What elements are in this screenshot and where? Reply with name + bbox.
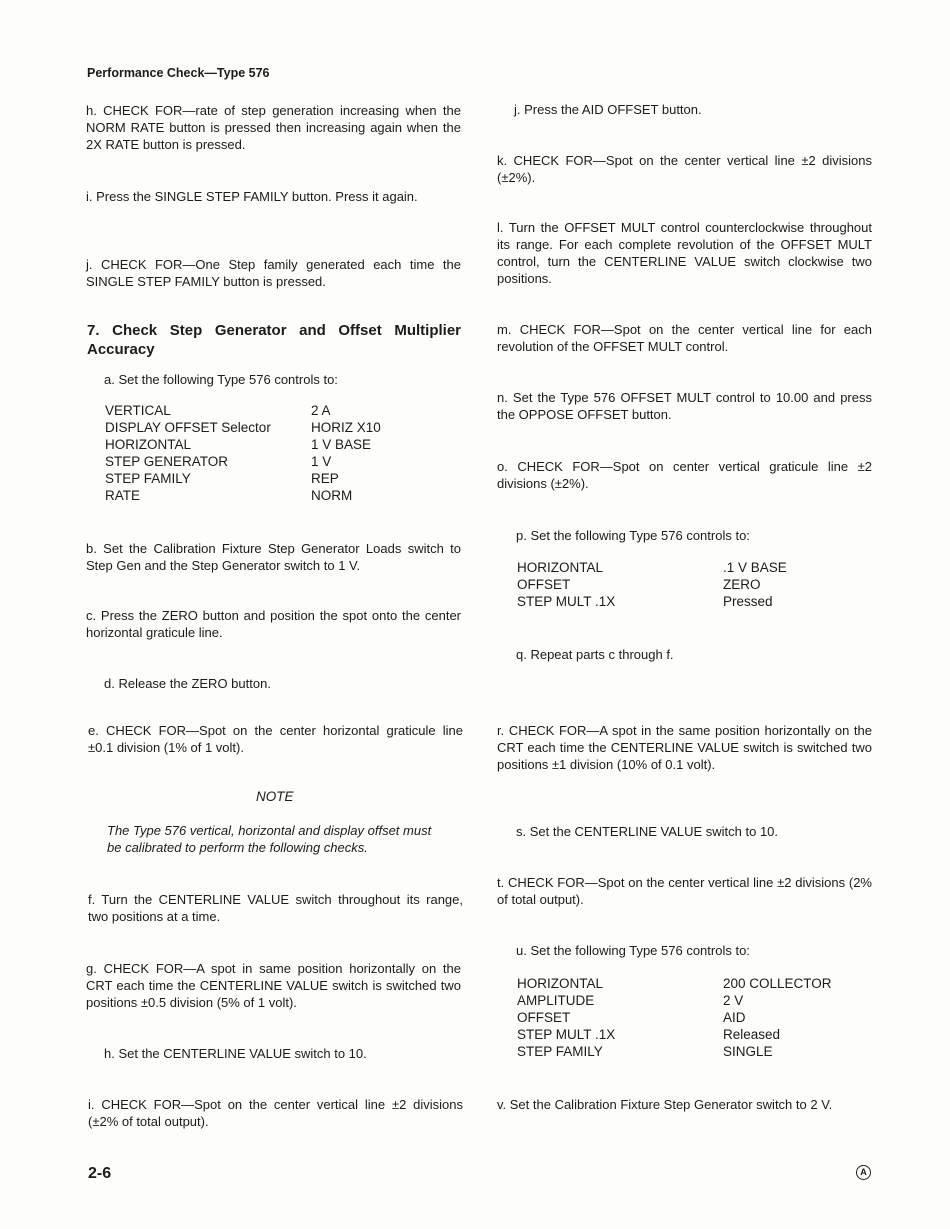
step-l-paragraph: l. Turn the OFFSET MULT control counterclockwise throughout its range. For each complete revolution of the OFFSET MULT control, turn the CENTERLINE VALUE switch clockwise two positions.	[497, 220, 872, 286]
control-value: REP	[311, 471, 339, 486]
table-row	[517, 1043, 832, 1060]
step-s-paragraph: s. Set the CENTERLINE VALUE switch to 10.	[516, 824, 779, 839]
control-name: AMPLITUDE	[517, 993, 595, 1008]
control-name: STEP MULT .1X	[517, 1027, 616, 1042]
table-row	[517, 1026, 832, 1043]
table-row	[105, 419, 381, 436]
step-a-paragraph: a. Set the following Type 576 controls to:	[104, 372, 338, 387]
revision-mark: A	[856, 1165, 871, 1180]
table-row	[517, 975, 832, 992]
table-row	[517, 593, 787, 610]
table-row	[105, 453, 381, 470]
control-value: ZERO	[723, 577, 761, 592]
controls-table-u	[517, 975, 832, 1060]
control-value: Pressed	[723, 594, 773, 609]
control-name: RATE	[105, 488, 141, 503]
control-name: HORIZONTAL	[105, 437, 192, 452]
control-name: HORIZONTAL	[517, 560, 604, 575]
step-i2-paragraph: i. CHECK FOR—Spot on the center vertical line ±2 divisions (±2% of total output).	[88, 1097, 463, 1129]
note-body: The Type 576 vertical, horizontal and display offset must be calibrated to perform the following checks.	[107, 823, 432, 855]
control-value: .1 V BASE	[723, 560, 787, 575]
controls-table-a	[105, 402, 381, 504]
control-name: STEP MULT .1X	[517, 594, 616, 609]
step-q-paragraph: q. Repeat parts c through f.	[516, 647, 674, 662]
step-j2-paragraph: j. Press the AID OFFSET button.	[514, 102, 702, 117]
note-heading: NOTE	[256, 789, 294, 804]
table-row	[517, 576, 787, 593]
step-r-paragraph: r. CHECK FOR—A spot in the same position horizontally on the CRT each time the CENTERLINE VALUE switch is switched two positions ±1 division (10% of 0.1 volt).	[497, 723, 872, 772]
step-t-paragraph: t. CHECK FOR—Spot on the center vertical line ±2 divisions (2% of total output).	[497, 875, 872, 907]
control-value: 2 V	[723, 993, 744, 1008]
table-row	[105, 402, 381, 419]
control-name: OFFSET	[517, 577, 571, 592]
control-name: STEP FAMILY	[517, 1044, 603, 1059]
step-i-paragraph: i. Press the SINGLE STEP FAMILY button. Press it again.	[86, 189, 418, 204]
step-j-paragraph: j. CHECK FOR—One Step family generated each time the SINGLE STEP FAMILY button is pressed.	[86, 257, 461, 289]
step-p-paragraph: p. Set the following Type 576 controls to:	[516, 528, 750, 543]
step-o-paragraph: o. CHECK FOR—Spot on center vertical graticule line ±2 divisions (±2%).	[497, 459, 872, 491]
step-c-paragraph: c. Press the ZERO button and position the spot onto the center horizontal graticule line.	[86, 608, 461, 640]
step-n-paragraph: n. Set the Type 576 OFFSET MULT control to 10.00 and press the OPPOSE OFFSET button.	[497, 390, 872, 422]
table-row	[517, 1009, 832, 1026]
step-b-paragraph: b. Set the Calibration Fixture Step Generator Loads switch to Step Gen and the Step Generator switch to 1 V.	[86, 541, 461, 573]
running-header: Performance Check—Type 576	[87, 66, 270, 80]
step-g-paragraph: g. CHECK FOR—A spot in same position horizontally on the CRT each time the CENTERLINE VALUE switch is switched two positions ±0.5 division (5% of 1 volt).	[86, 961, 461, 1010]
control-value: 1 V BASE	[311, 437, 372, 452]
step-u-paragraph: u. Set the following Type 576 controls to:	[516, 943, 750, 958]
step-h2-paragraph: h. Set the CENTERLINE VALUE switch to 10.	[104, 1046, 367, 1061]
control-value: 2 A	[311, 403, 331, 418]
controls-table-p	[517, 559, 787, 610]
control-value: AID	[723, 1010, 746, 1025]
control-name: HORIZONTAL	[517, 976, 604, 991]
table-row	[105, 436, 381, 453]
control-name: STEP GENERATOR	[105, 454, 229, 469]
step-v-paragraph: v. Set the Calibration Fixture Step Generator switch to 2 V.	[497, 1097, 833, 1112]
control-name: STEP FAMILY	[105, 471, 191, 486]
page-number: 2-6	[88, 1165, 112, 1182]
control-value: Released	[723, 1027, 781, 1042]
control-name: OFFSET	[517, 1010, 571, 1025]
table-row	[517, 992, 832, 1009]
table-row	[105, 487, 381, 504]
table-row	[105, 470, 381, 487]
step-f-paragraph: f. Turn the CENTERLINE VALUE switch throughout its range, two positions at a time.	[88, 892, 463, 924]
control-value: NORM	[311, 488, 353, 503]
section-7-heading: 7. Check Step Generator and Offset Multiplier Accuracy	[87, 322, 461, 358]
step-d-paragraph: d. Release the ZERO button.	[104, 676, 271, 691]
control-value: HORIZ X10	[311, 420, 381, 435]
step-m-paragraph: m. CHECK FOR—Spot on the center vertical line for each revolution of the OFFSET MULT control.	[497, 322, 872, 354]
control-value: 1 V	[311, 454, 332, 469]
control-value: SINGLE	[723, 1044, 773, 1059]
control-name: VERTICAL	[105, 403, 171, 418]
control-value: 200 COLLECTOR	[723, 976, 832, 991]
step-k-paragraph: k. CHECK FOR—Spot on the center vertical line ±2 divisions (±2%).	[497, 153, 872, 185]
step-e-paragraph: e. CHECK FOR—Spot on the center horizontal graticule line ±0.1 division (1% of 1 volt).	[88, 723, 463, 755]
step-h-paragraph: h. CHECK FOR—rate of step generation increasing when the NORM RATE button is pressed then increasing again when the 2X RATE button is pressed.	[86, 103, 461, 152]
control-name: DISPLAY OFFSET Selector	[105, 420, 271, 435]
table-row	[517, 559, 787, 576]
